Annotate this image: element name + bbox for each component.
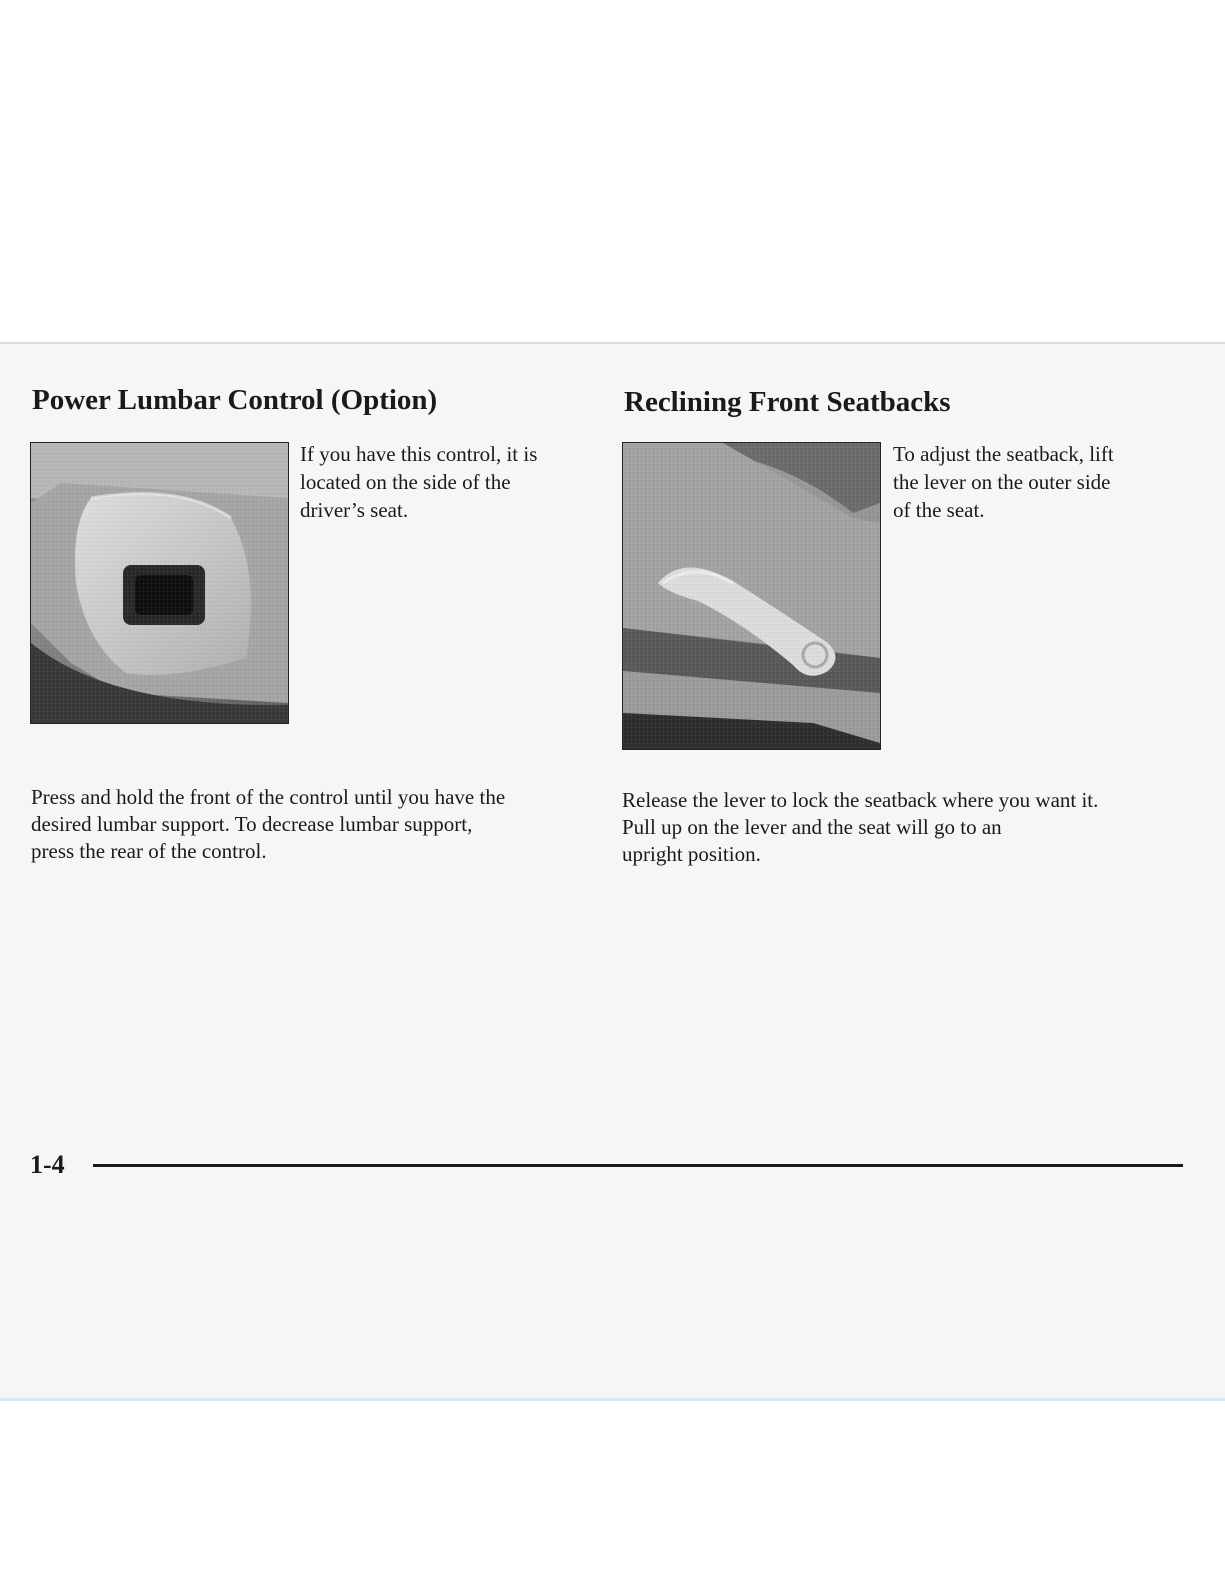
lumbar-intro-text: If you have this control, it is located on the side of the driver’s seat. [300, 442, 538, 522]
seatback-lever-photo [622, 442, 881, 750]
page-sheet [0, 342, 1225, 1401]
lumbar-instructions-text: Press and hold the front of the control until you have the desired lumbar support. To decrease lumbar support, press the rear of the control. [31, 785, 506, 863]
seatback-intro-text: To adjust the seatback, lift the lever on the outer side of the seat. [893, 442, 1114, 522]
lumbar-control-photo [30, 442, 289, 724]
footer-rule [93, 1164, 1183, 1167]
section-heading-reclining-seatbacks: Reclining Front Seatbacks [624, 386, 951, 418]
page-number: 1-4 [30, 1150, 65, 1179]
seatback-instructions-text: Release the lever to lock the seatback where you want it. Pull up on the lever and the seat will go to an upright position. [622, 788, 1099, 866]
section-heading-power-lumbar: Power Lumbar Control (Option) [32, 384, 438, 416]
